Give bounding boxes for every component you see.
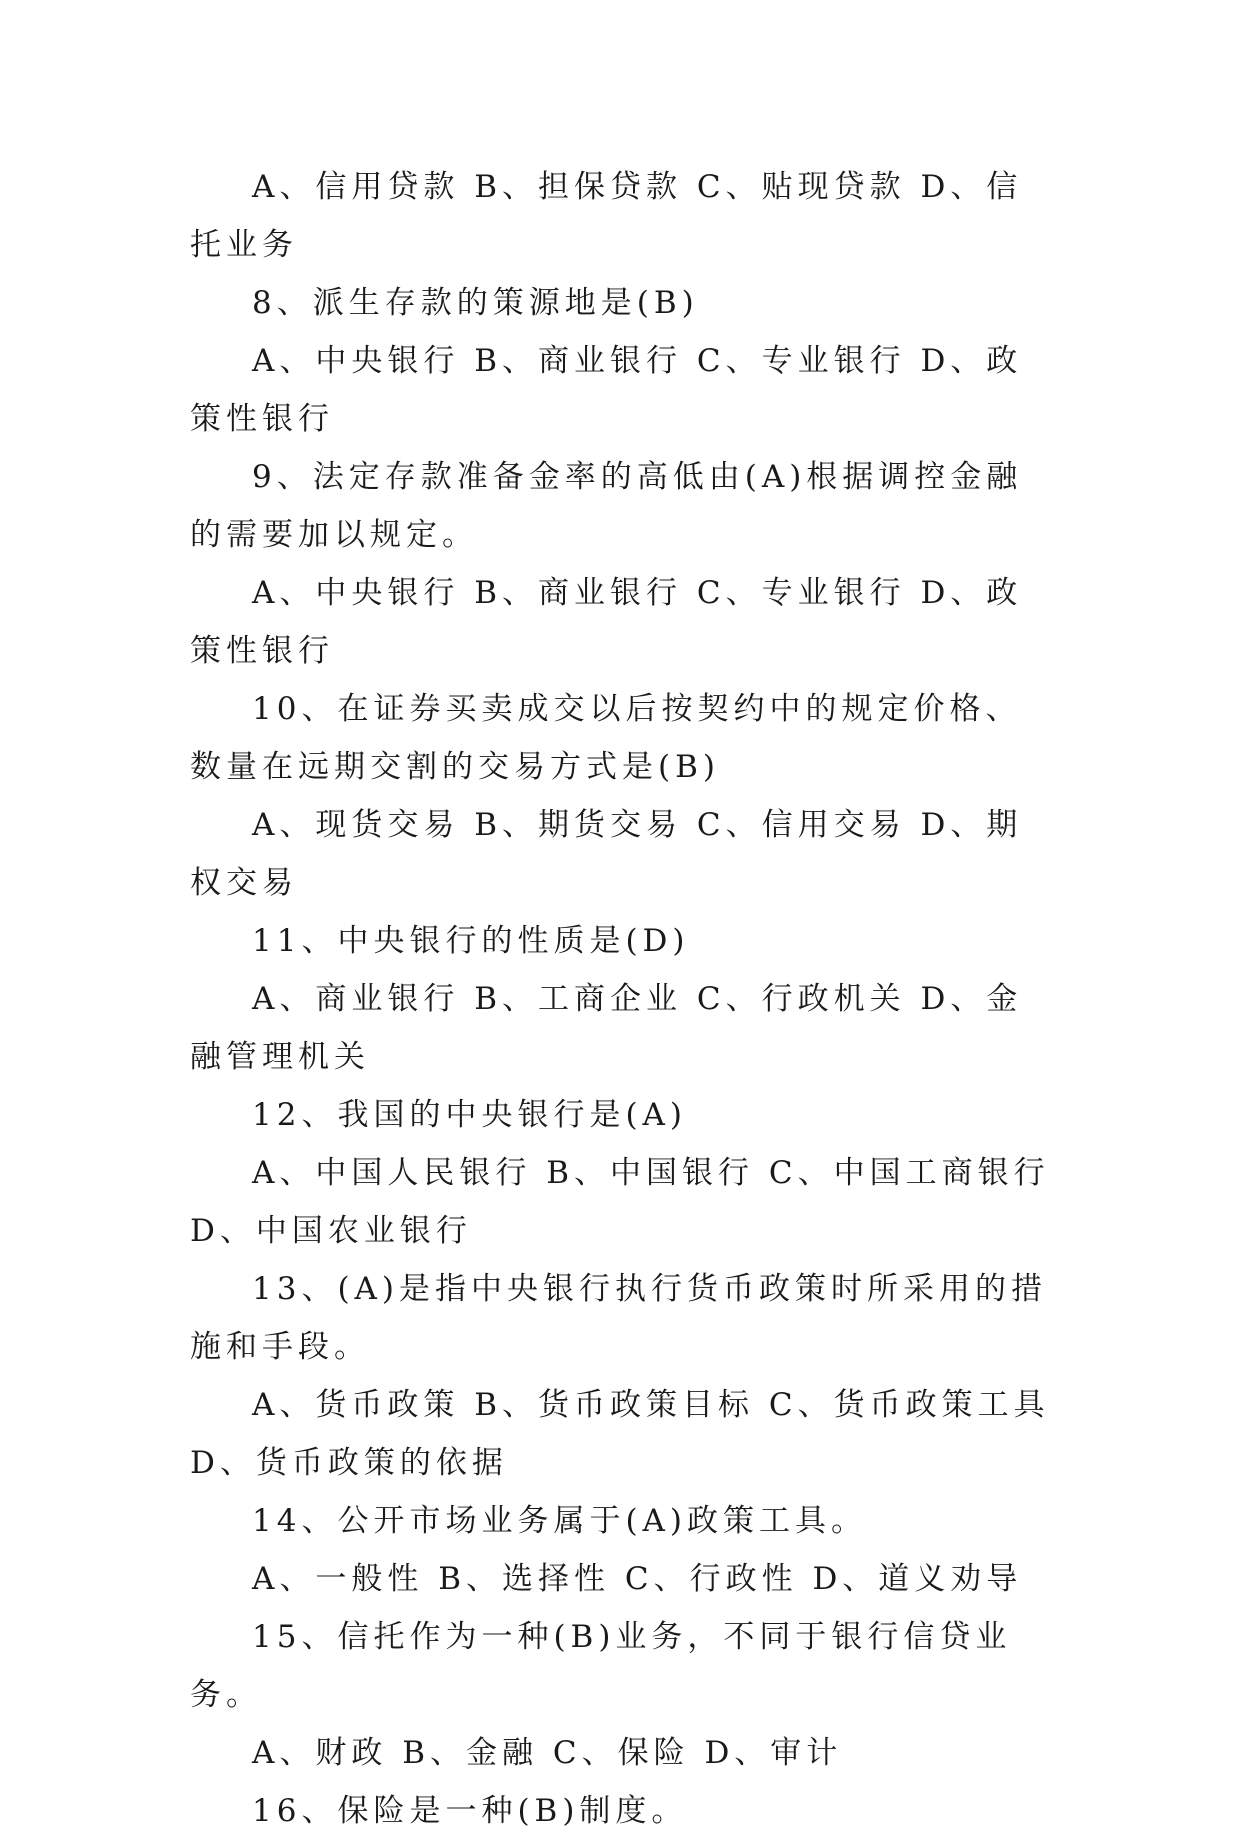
question-13: 13、(A)是指中央银行执行货币政策时所采用的措施和手段。: [190, 1271, 1048, 1365]
question-15: 15、信托作为一种(B)业务，不同于银行信贷业务。: [190, 1619, 1012, 1713]
answer-options-q8: A、中央银行 B、商业银行 C、专业银行 D、政策性银行: [190, 343, 1023, 437]
question-14: 14、公开市场业务属于(A)政策工具。: [252, 1503, 868, 1539]
question-9: 9、法定存款准备金率的高低由(A)根据调控金融的需要加以规定。: [190, 459, 1023, 553]
question-8: 8、派生存款的策源地是(B): [252, 285, 699, 321]
answer-options-q15: A、财政 B、金融 C、保险 D、审计: [252, 1735, 843, 1771]
answer-options-q10: A、现货交易 B、期货交易 C、信用交易 D、期权交易: [190, 807, 1023, 901]
answer-options-q14: A、一般性 B、选择性 C、行政性 D、道义劝导: [252, 1561, 1023, 1597]
answer-options-q7: A、信用贷款 B、担保贷款 C、贴现贷款 D、信托业务: [190, 169, 1023, 263]
answer-options-q11: A、商业银行 B、工商企业 C、行政机关 D、金融管理机关: [190, 981, 1023, 1075]
document-body: [190, 158, 1050, 1840]
answer-options-q13: A、货币政策 B、货币政策目标 C、货币政策工具 D、货币政策的依据: [190, 1387, 1050, 1481]
question-10: 10、在证券买卖成交以后按契约中的规定价格、数量在远期交割的交易方式是(B): [190, 691, 1022, 785]
question-11: 11、中央银行的性质是(D): [252, 923, 690, 959]
answer-options-q9: A、中央银行 B、商业银行 C、专业银行 D、政策性银行: [190, 575, 1023, 669]
question-12: 12、我国的中央银行是(A): [252, 1097, 688, 1133]
question-16: 16、保险是一种(B)制度。: [252, 1793, 688, 1829]
answer-options-q12: A、中国人民银行 B、中国银行 C、中国工商银行 D、中国农业银行: [190, 1155, 1050, 1249]
